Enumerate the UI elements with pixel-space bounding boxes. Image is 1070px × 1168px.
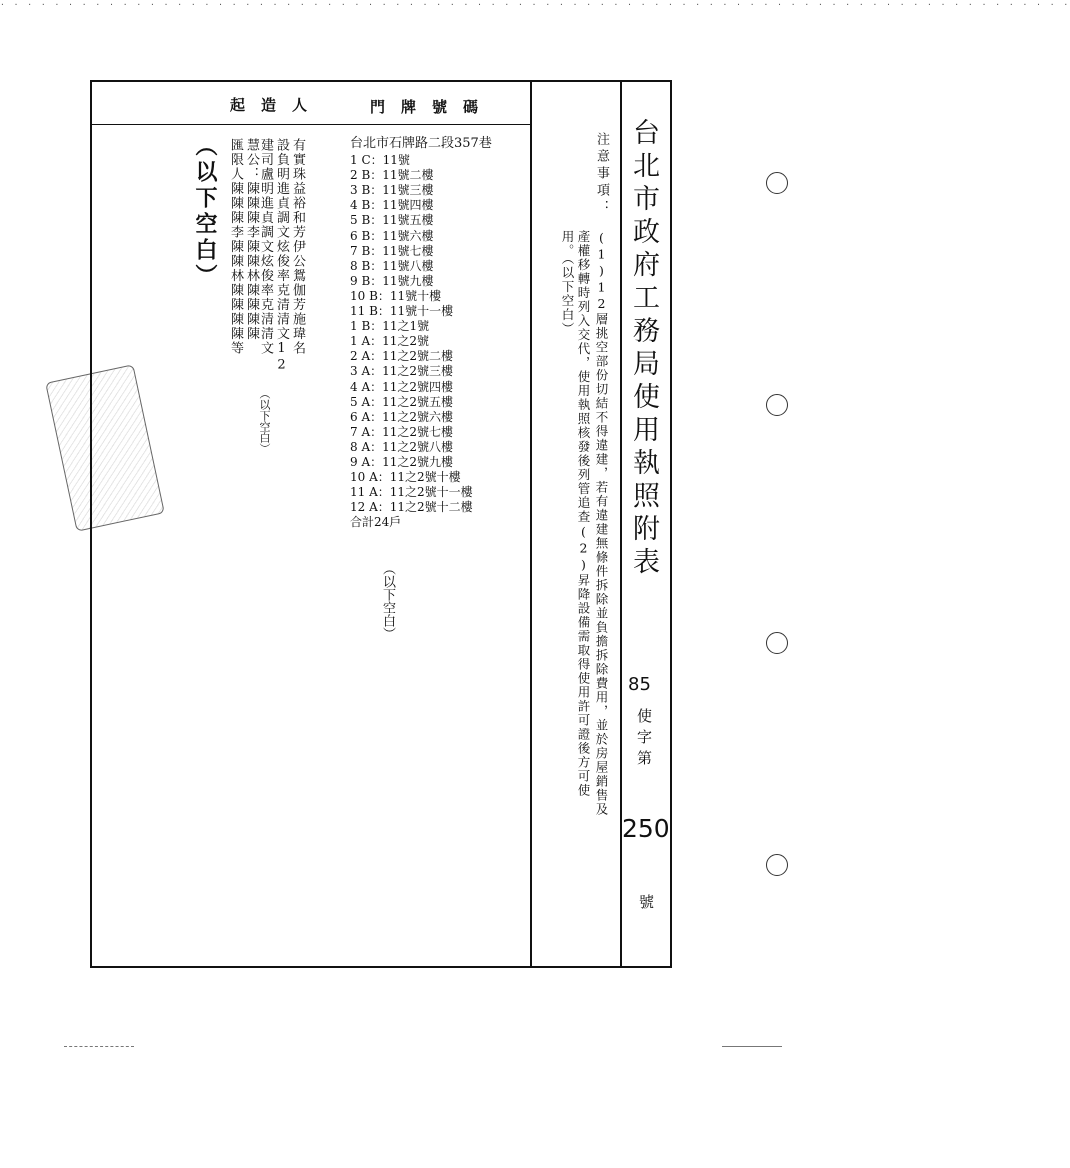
notes-divider	[530, 82, 532, 966]
address-row: 1 B：11之1號	[350, 319, 430, 334]
address-header: 門牌號碼	[370, 98, 495, 116]
scan-mark	[722, 1046, 782, 1047]
permit-suffix: 號	[637, 894, 655, 909]
notes-text: 產權移轉時列入交代，使用執照核發後列管追查(2)昇降設備需取得使用許可證後方可使	[576, 230, 591, 798]
address-row: 2 B：11號二樓	[350, 168, 434, 183]
notes-text: (1)12層挑空部份切結不得違建，若有違建無條件拆除並負擔拆除費用，並於房屋銷售及	[594, 230, 609, 817]
address-row: 1 C：11號	[350, 153, 410, 168]
address-row: 9 B：11號九樓	[350, 273, 434, 288]
permit-number: 250	[622, 814, 670, 843]
address-row: 10 A：11之2號十樓	[350, 470, 461, 485]
scan-mark	[64, 1046, 134, 1047]
address-list	[350, 136, 492, 530]
notes-label: 注意事項：	[594, 132, 609, 217]
builder-blank-handwritten: （以下空白）	[192, 134, 218, 290]
address-row: 6 B：11號六樓	[350, 228, 434, 243]
builder-blank-note: （以下空白）	[258, 388, 271, 454]
punch-hole	[766, 394, 788, 416]
builder-column: 匯限人陳陳陳李陳陳林陳陳陳陳等	[228, 138, 243, 356]
address-row: 1 A：11之2號	[350, 334, 430, 349]
address-row: 3 A：11之2號三樓	[350, 364, 454, 379]
address-row: 2 A：11之2號二樓	[350, 349, 454, 364]
punch-hole	[766, 632, 788, 654]
builder-header: 起造人	[230, 96, 324, 114]
builder-column: 慧公：陳陳陳李陳陳林陳陳陳陳	[244, 138, 259, 341]
address-row: 4 A：11之2號四樓	[350, 379, 454, 394]
punch-hole	[766, 172, 788, 194]
builder-column: 有實珠益裕和芳伊公鴛伽芳施瑋名	[290, 138, 305, 356]
address-row: 11 B：11號十一樓	[350, 304, 454, 319]
address-row: 6 A：11之2號六樓	[350, 409, 454, 424]
address-row: 7 A：11之2號七樓	[350, 424, 454, 439]
document-title: 台北市政府工務局使用執照附表	[628, 118, 659, 580]
address-row: 9 A：11之2號九樓	[350, 454, 454, 469]
permit-year: 85	[628, 674, 651, 695]
address-row: 11 A：11之2號十一樓	[350, 485, 473, 500]
address-total: 合計24戶	[350, 515, 402, 530]
permit-prefix: 使字第	[635, 708, 653, 771]
builder-column: 設負明進貞調文炫俊率克清清文12	[274, 138, 289, 374]
address-row: 10 B：11號十樓	[350, 288, 442, 303]
builder-column: 建司盧明進貞調文炫俊率克清清文	[258, 138, 273, 356]
notes-text: 用。（以下空白）	[560, 230, 575, 336]
punch-hole	[766, 854, 788, 876]
scan-edge-noise: · · · · · · · · · · · · · · · · · · · · · · · · · · · · · · · · · · · · · · · · · · · · · · · · · · · · · · · · · · · · · · · · · · · · · · · · · · · · · · ·	[0, 0, 1070, 9]
address-row: 3 B：11號三樓	[350, 183, 434, 198]
address-row: 5 B：11號五樓	[350, 213, 434, 228]
address-row: 4 B：11號四樓	[350, 198, 434, 213]
address-row: 7 B：11號七樓	[350, 243, 434, 258]
address-row: 5 A：11之2號五樓	[350, 394, 454, 409]
address-row: 8 B：11號八樓	[350, 258, 434, 273]
header-rule	[92, 124, 530, 125]
address-street: 台北市石牌路二段357巷	[350, 136, 492, 151]
address-blank-note: （以下空白）	[380, 562, 395, 640]
permit-table	[90, 80, 672, 968]
address-row: 12 A：11之2號十二樓	[350, 500, 473, 515]
address-row: 8 A：11之2號八樓	[350, 439, 454, 454]
